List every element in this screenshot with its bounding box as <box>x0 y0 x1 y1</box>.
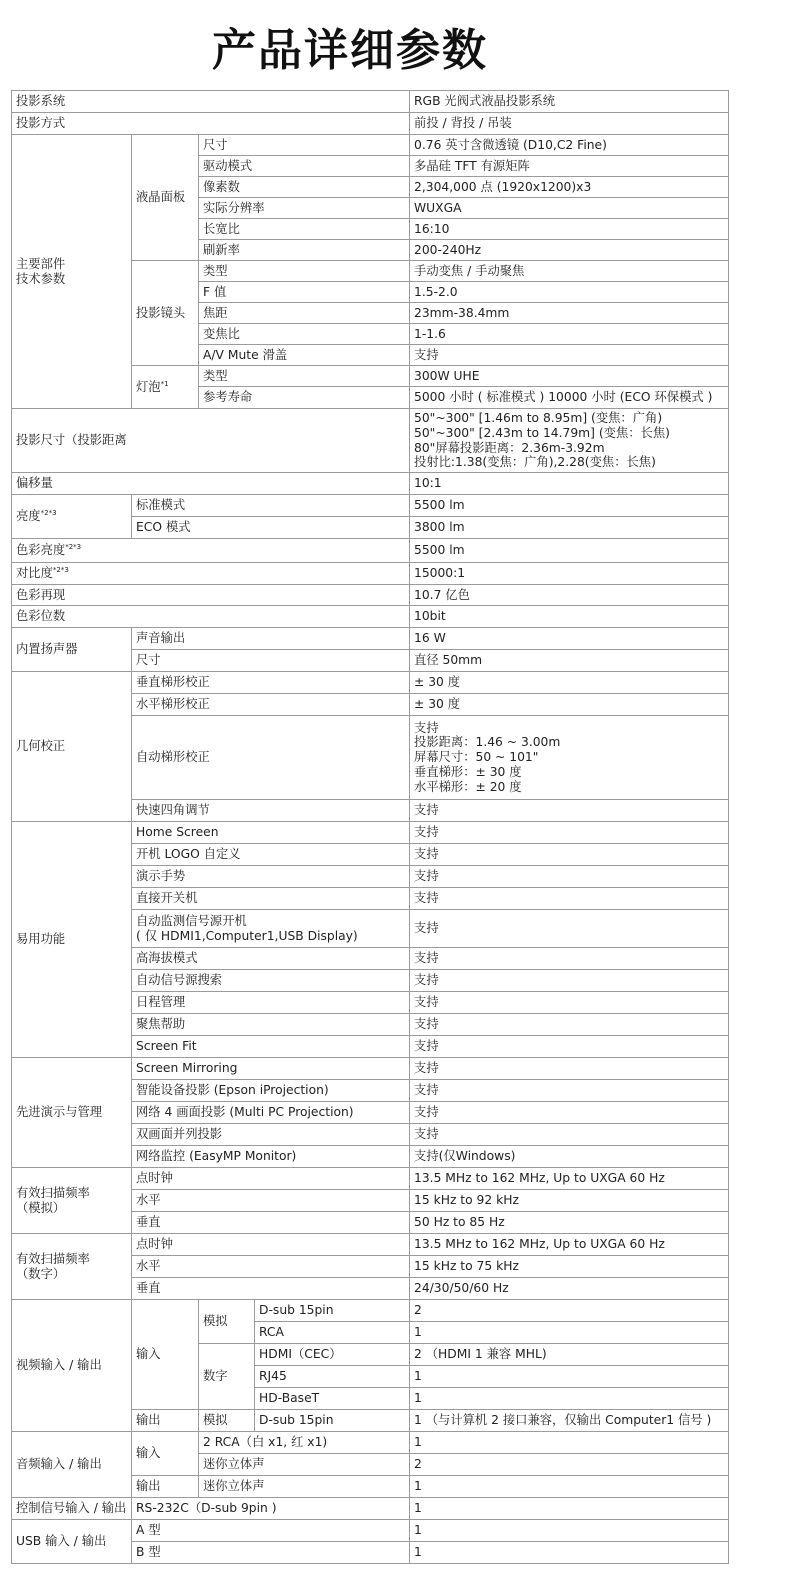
table-row <box>12 539 729 563</box>
spec-value: 支持 <box>410 866 729 888</box>
spec-label: 对比度$^{*2*3}$ <box>12 563 410 585</box>
spec-item: 演示手势 <box>132 866 410 888</box>
spec-label: 有效扫描频率 （数字） <box>12 1234 132 1300</box>
spec-value: 多晶硅 TFT 有源矩阵 <box>410 156 729 177</box>
spec-value: WUXGA <box>410 198 729 219</box>
spec-item: 点时钟 <box>132 1234 410 1256</box>
spec-subgroup-label: 灯泡$^{*1}$ <box>132 366 199 409</box>
spec-item: 迷你立体声 <box>199 1476 410 1498</box>
spec-value: 1 <box>410 1432 729 1454</box>
spec-value: 1 <box>410 1542 729 1564</box>
spec-value: 1 <box>410 1388 729 1410</box>
spec-item: 2 RCA（白 x1, 红 x1) <box>199 1432 410 1454</box>
spec-value: ± 30 度 <box>410 694 729 716</box>
spec-value: 15 kHz to 75 kHz <box>410 1256 729 1278</box>
spec-subgroup-label: 输出 <box>132 1476 199 1498</box>
spec-value: 15 kHz to 92 kHz <box>410 1190 729 1212</box>
spec-value: 16 W <box>410 628 729 650</box>
spec-value: 1 <box>410 1520 729 1542</box>
table-row <box>12 495 729 517</box>
spec-value: 1 <box>410 1498 729 1520</box>
spec-value: 10bit <box>410 606 729 628</box>
spec-value: 支持 <box>410 992 729 1014</box>
table-row <box>12 1520 729 1542</box>
spec-value: 支持(仅Windows) <box>410 1146 729 1168</box>
spec-item: 焦距 <box>199 303 410 324</box>
spec-value: 支持 <box>410 345 729 366</box>
spec-label: 色彩位数 <box>12 606 410 628</box>
spec-subgroup-label: 输出 <box>132 1410 199 1432</box>
spec-item: 自动监测信号源开机 ( 仅 HDMI1,Computer1,USB Display) <box>132 910 410 948</box>
table-row <box>12 409 729 473</box>
spec-item: A/V Mute 滑盖 <box>199 345 410 366</box>
spec-label: USB 输入 / 输出 <box>12 1520 132 1564</box>
spec-item: 点时钟 <box>132 1168 410 1190</box>
table-row <box>12 1300 729 1322</box>
table-row <box>12 113 729 135</box>
spec-item: 声音输出 <box>132 628 410 650</box>
spec-label: 几何校正 <box>12 672 132 822</box>
spec-item: 像素数 <box>199 177 410 198</box>
spec-value: 5500 lm <box>410 495 729 517</box>
spec-value: 0.76 英寸含微透镜 (D10,C2 Fine) <box>410 135 729 156</box>
spec-item: 实际分辨率 <box>199 198 410 219</box>
spec-value: 2 <box>410 1454 729 1476</box>
spec-label: 色彩再现 <box>12 585 410 606</box>
spec-item: Home Screen <box>132 822 410 844</box>
spec-item: 尺寸 <box>199 135 410 156</box>
spec-value: 支持 <box>410 1036 729 1058</box>
spec-item: 尺寸 <box>132 650 410 672</box>
spec-value: 16:10 <box>410 219 729 240</box>
spec-value: 1.5-2.0 <box>410 282 729 303</box>
spec-value: 24/30/50/60 Hz <box>410 1278 729 1300</box>
table-row <box>12 1168 729 1190</box>
spec-subgroup-label: 投影镜头 <box>132 261 199 366</box>
spec-item: F 值 <box>199 282 410 303</box>
table-row <box>12 135 729 156</box>
spec-value: 13.5 MHz to 162 MHz, Up to UXGA 60 Hz <box>410 1234 729 1256</box>
spec-signal-type: 数字 <box>199 1344 255 1410</box>
spec-item: 垂直 <box>132 1212 410 1234</box>
table-row <box>12 822 729 844</box>
spec-item: HD-BaseT <box>255 1388 410 1410</box>
spec-item: RS-232C（D-sub 9pin ) <box>132 1498 410 1520</box>
spec-item: HDMI（CEC） <box>255 1344 410 1366</box>
spec-value: 10.7 亿色 <box>410 585 729 606</box>
spec-value: 5500 lm <box>410 539 729 563</box>
spec-subgroup-label: 输入 <box>132 1300 199 1410</box>
spec-value: 支持 <box>410 1124 729 1146</box>
spec-item: 驱动模式 <box>199 156 410 177</box>
spec-item: 自动信号源搜索 <box>132 970 410 992</box>
spec-value: 支持 <box>410 844 729 866</box>
spec-item: 开机 LOGO 自定义 <box>132 844 410 866</box>
spec-label: 投影系统 <box>12 91 410 113</box>
spec-value: 23mm-38.4mm <box>410 303 729 324</box>
spec-value: 支持 <box>410 1102 729 1124</box>
spec-table <box>11 90 729 1564</box>
spec-value: 支持 <box>410 800 729 822</box>
spec-item: RCA <box>255 1322 410 1344</box>
spec-label: 亮度$^{*2*3}$ <box>12 495 132 539</box>
table-row <box>12 1432 729 1454</box>
spec-value: 5000 小时 ( 标准模式 ) 10000 小时 (ECO 环保模式 ) <box>410 387 729 409</box>
spec-item: 类型 <box>199 261 410 282</box>
page-title: 产品详细参数 <box>212 25 488 76</box>
spec-value: 200-240Hz <box>410 240 729 261</box>
spec-value: 13.5 MHz to 162 MHz, Up to UXGA 60 Hz <box>410 1168 729 1190</box>
spec-value: 支持 <box>410 970 729 992</box>
spec-item: 直接开关机 <box>132 888 410 910</box>
spec-value: 1 <box>410 1322 729 1344</box>
spec-item: Screen Mirroring <box>132 1058 410 1080</box>
table-row <box>12 1058 729 1080</box>
spec-value: 支持 <box>410 1080 729 1102</box>
spec-value: 支持 <box>410 1014 729 1036</box>
spec-item: 聚焦帮助 <box>132 1014 410 1036</box>
spec-value: RGB 光阀式液晶投影系统 <box>410 91 729 113</box>
spec-value: 1-1.6 <box>410 324 729 345</box>
spec-value: 300W UHE <box>410 366 729 387</box>
spec-item: 长宽比 <box>199 219 410 240</box>
spec-signal-type: 模拟 <box>199 1300 255 1344</box>
spec-subgroup-label: 液晶面板 <box>132 135 199 261</box>
spec-item: 变焦比 <box>199 324 410 345</box>
spec-value: 支持 <box>410 948 729 970</box>
spec-item: D-sub 15pin <box>255 1410 410 1432</box>
spec-label: 有效扫描频率 （模拟） <box>12 1168 132 1234</box>
spec-value: 3800 lm <box>410 517 729 539</box>
table-row <box>12 473 729 495</box>
spec-subgroup-label: 输入 <box>132 1432 199 1476</box>
spec-item: 垂直梯形校正 <box>132 672 410 694</box>
spec-item: RJ45 <box>255 1366 410 1388</box>
spec-group-label: 主要部件 技术参数 <box>12 135 132 409</box>
spec-value: 2 <box>410 1300 729 1322</box>
spec-label: 色彩亮度$^{*2*3}$ <box>12 539 410 563</box>
spec-value: 前投 / 背投 / 吊装 <box>410 113 729 135</box>
spec-label: 音频输入 / 输出 <box>12 1432 132 1498</box>
spec-value: 50"~300" [1.46m to 8.95m] (变焦：广角) 50"~300" [2.43m to 14.79m] (变焦：长焦) 80"屏幕投影距离：2.36m-3.92m 投射比:1.38(变焦：广角),2.28(变焦：长焦) <box>410 409 729 473</box>
spec-item: D-sub 15pin <box>255 1300 410 1322</box>
spec-item: 垂直 <box>132 1278 410 1300</box>
spec-item: B 型 <box>132 1542 410 1564</box>
spec-item: Screen Fit <box>132 1036 410 1058</box>
spec-label: 易用功能 <box>12 822 132 1058</box>
spec-item: 智能设备投影 (Epson iProjection) <box>132 1080 410 1102</box>
table-row <box>12 672 729 694</box>
spec-value: 支持 <box>410 1058 729 1080</box>
spec-value: ± 30 度 <box>410 672 729 694</box>
table-row <box>12 563 729 585</box>
spec-item: 网络监控 (EasyMP Monitor) <box>132 1146 410 1168</box>
spec-label: 视频输入 / 输出 <box>12 1300 132 1432</box>
table-row <box>12 606 729 628</box>
table-row <box>12 1498 729 1520</box>
spec-label: 内置扬声器 <box>12 628 132 672</box>
spec-item: 参考寿命 <box>199 387 410 409</box>
spec-item: 水平 <box>132 1256 410 1278</box>
spec-value: 1 <box>410 1366 729 1388</box>
table-row <box>12 1234 729 1256</box>
spec-label: 先进演示与管理 <box>12 1058 132 1168</box>
spec-item: 迷你立体声 <box>199 1454 410 1476</box>
spec-label: 投影方式 <box>12 113 410 135</box>
spec-item: 标准模式 <box>132 495 410 517</box>
spec-value: 15000:1 <box>410 563 729 585</box>
spec-value: 支持 投影距离：1.46 ~ 3.00m 屏幕尺寸：50 ~ 101" 垂直梯形：± 30 度 水平梯形：± 20 度 <box>410 716 729 800</box>
spec-label: 偏移量 <box>12 473 410 495</box>
spec-item: 自动梯形校正 <box>132 716 410 800</box>
spec-item: 双画面并列投影 <box>132 1124 410 1146</box>
spec-item: 网络 4 画面投影 (Multi PC Projection) <box>132 1102 410 1124</box>
spec-value: 1 （与计算机 2 接口兼容，仅输出 Computer1 信号 ) <box>410 1410 729 1432</box>
spec-value: 50 Hz to 85 Hz <box>410 1212 729 1234</box>
spec-item: 快速四角调节 <box>132 800 410 822</box>
spec-item: A 型 <box>132 1520 410 1542</box>
table-row <box>12 585 729 606</box>
spec-item: 类型 <box>199 366 410 387</box>
spec-value: 1 <box>410 1476 729 1498</box>
spec-value: 支持 <box>410 910 729 948</box>
spec-value: 支持 <box>410 888 729 910</box>
spec-value: 直径 50mm <box>410 650 729 672</box>
spec-item: 高海拔模式 <box>132 948 410 970</box>
spec-value: 2,304,000 点 (1920x1200)x3 <box>410 177 729 198</box>
table-row <box>12 628 729 650</box>
spec-label: 控制信号输入 / 输出 <box>12 1498 132 1520</box>
spec-label: 投影尺寸（投影距离 <box>12 409 410 473</box>
spec-value: 10:1 <box>410 473 729 495</box>
spec-value: 2 （HDMI 1 兼容 MHL) <box>410 1344 729 1366</box>
spec-value: 手动变焦 / 手动聚焦 <box>410 261 729 282</box>
spec-item: 水平 <box>132 1190 410 1212</box>
spec-value: 支持 <box>410 822 729 844</box>
spec-item: ECO 模式 <box>132 517 410 539</box>
table-row <box>12 91 729 113</box>
spec-item: 日程管理 <box>132 992 410 1014</box>
spec-signal-type: 模拟 <box>199 1410 255 1432</box>
spec-item: 刷新率 <box>199 240 410 261</box>
spec-item: 水平梯形校正 <box>132 694 410 716</box>
